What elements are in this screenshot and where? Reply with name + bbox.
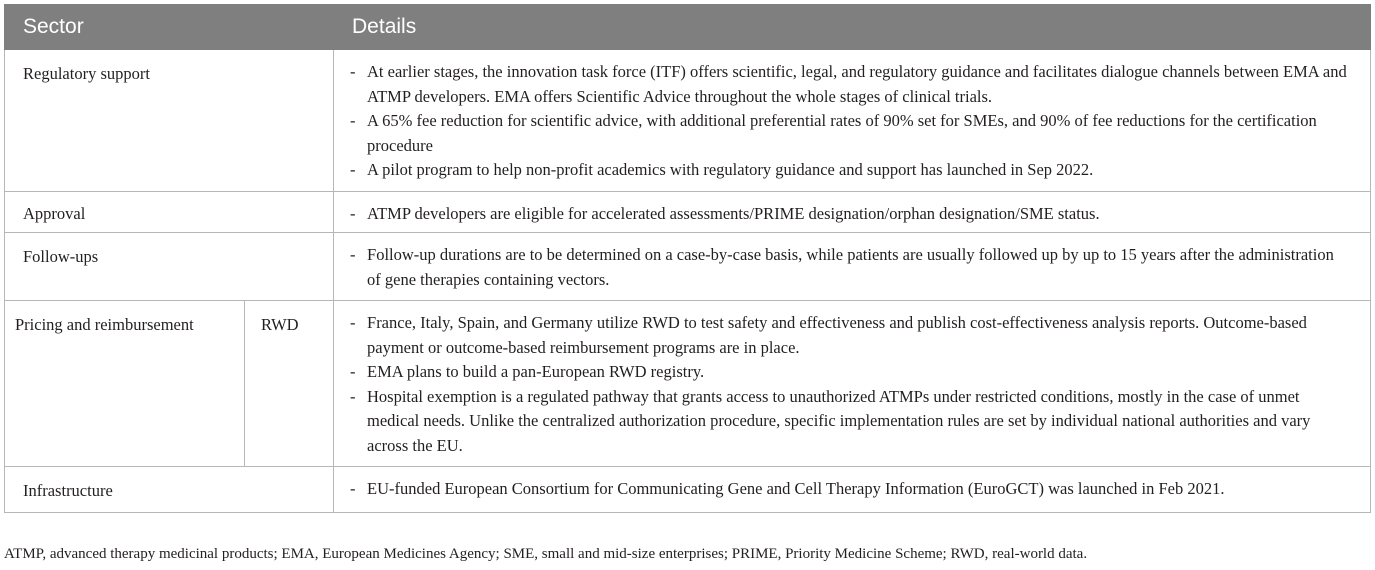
header-sector: Sector xyxy=(5,5,334,50)
list-item: - Follow-up durations are to be determined on a case-by-case basis, while patients are usually followed up by up to 15 years after the administration of gene therapies containing vectors. xyxy=(350,243,1350,292)
row-infrastructure xyxy=(5,467,1371,513)
policy-table xyxy=(4,4,1371,513)
details-cell xyxy=(334,50,1371,192)
sector-cell: Approval xyxy=(5,191,334,233)
table-footnote: ATMP, advanced therapy medicinal products; EMA, European Medicines Agency; SME, small and mid-size enterprises; PRIME, Priority Medicine Scheme; RWD, real-world data. xyxy=(4,546,1088,562)
details-cell xyxy=(334,467,1371,513)
sector-cell: Pricing and reimbursement xyxy=(5,301,245,467)
row-pricing-reimbursement xyxy=(5,301,1371,467)
list-item: - France, Italy, Spain, and Germany utilize RWD to test safety and effectiveness and publish cost-effectiveness analysis reports. Outcome-based payment or outcome-based reimbursement programs are in place. xyxy=(350,311,1350,360)
row-approval xyxy=(5,191,1371,233)
details-list xyxy=(350,311,1350,458)
list-item: - EMA plans to build a pan-European RWD registry. xyxy=(350,360,1350,385)
sector-cell: Regulatory support xyxy=(5,50,334,192)
details-list xyxy=(350,243,1350,292)
header-details: Details xyxy=(334,5,1371,50)
sector-cell: Infrastructure xyxy=(5,467,334,513)
list-item: - A 65% fee reduction for scientific advice, with additional preferential rates of 90% set for SMEs, and 90% of fee reductions for the certification procedure xyxy=(350,109,1350,158)
row-regulatory-support xyxy=(5,50,1371,192)
details-list xyxy=(350,60,1350,183)
sector-cell: Follow-ups xyxy=(5,233,334,301)
list-item: - ATMP developers are eligible for accelerated assessments/PRIME designation/orphan designation/SME status. xyxy=(350,202,1350,227)
list-item: - Hospital exemption is a regulated pathway that grants access to unauthorized ATMPs under restricted conditions, mostly in the case of unmet medical needs. Unlike the centralized authorization procedure, specific implementation rules are set by individual national authorities and vary across the EU. xyxy=(350,385,1350,459)
subsector-cell: RWD xyxy=(245,301,334,467)
details-cell xyxy=(334,233,1371,301)
details-cell xyxy=(334,191,1371,233)
row-follow-ups xyxy=(5,233,1371,301)
details-list xyxy=(350,477,1350,502)
list-item: - At earlier stages, the innovation task force (ITF) offers scientific, legal, and regulatory guidance and facilitates dialogue channels between EMA and ATMP developers. EMA offers Scientific Advice throughout the whole stages of clinical trials. xyxy=(350,60,1350,109)
header-row xyxy=(5,5,1371,50)
details-cell xyxy=(334,301,1371,467)
details-list xyxy=(350,202,1350,227)
list-item: - EU-funded European Consortium for Communicating Gene and Cell Therapy Information (EuroGCT) was launched in Feb 2021. xyxy=(350,477,1350,502)
list-item: - A pilot program to help non-profit academics with regulatory guidance and support has launched in Sep 2022. xyxy=(350,158,1350,183)
